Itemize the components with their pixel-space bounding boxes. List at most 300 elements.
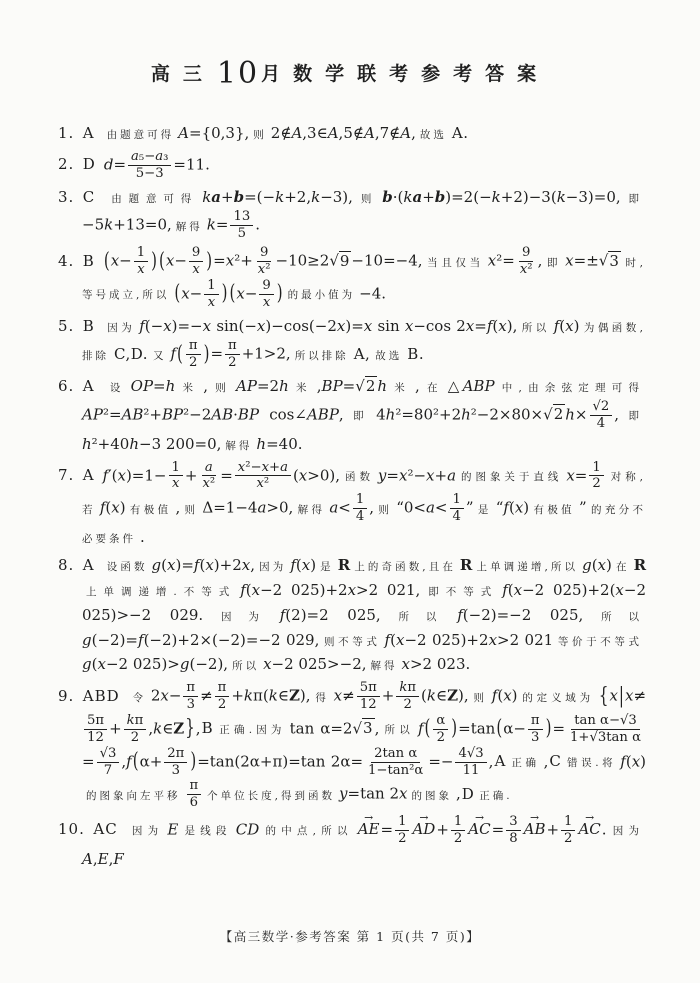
math-text: k=	[206, 215, 229, 234]
bracket: )	[276, 279, 283, 306]
fraction-numerator: π	[225, 338, 240, 355]
sqrt-radical: √2	[355, 377, 376, 396]
math-text: +	[381, 686, 395, 705]
chinese-annotation: 在	[615, 560, 630, 573]
chinese-annotation: 则	[212, 382, 233, 395]
math-text: x−	[165, 251, 187, 270]
chinese-annotation: 的图象	[411, 789, 452, 802]
chinese-annotation: 所以	[384, 610, 454, 623]
math-text: A={0,3},	[178, 124, 250, 142]
number-set-symbol: Z	[447, 686, 459, 705]
bracket: )	[451, 714, 458, 741]
math-text: x−2 025>−2,	[263, 655, 367, 674]
fraction-denominator: 12	[87, 729, 104, 745]
answers-list	[0, 91, 700, 872]
fraction	[528, 713, 543, 746]
chinese-annotation: 正确.	[479, 789, 513, 802]
math-text: d=	[103, 155, 127, 174]
math-text: f(−2)=−2 025,	[457, 605, 584, 624]
math-text: ”	[465, 498, 474, 517]
chinese-annotation: 错误.将	[566, 757, 617, 770]
chinese-annotation: 所以	[587, 610, 642, 623]
chinese-annotation: 即	[623, 410, 643, 423]
fraction-numerator: 1	[451, 814, 465, 831]
math-text: g(x)	[582, 555, 612, 574]
chinese-annotation: 有极值	[129, 503, 172, 516]
math-text: f(−x)=−x sin(−x)−cos(−2x)=x sin x−cos 2x=f(x),	[139, 316, 518, 335]
math-text: k	[202, 187, 212, 206]
chinese-annotation: 的图象向左平移	[86, 789, 181, 802]
math-text: ”	[579, 498, 587, 517]
math-text: f′(x)=1−	[102, 465, 167, 484]
answer-item-5	[58, 314, 646, 372]
chinese-annotation: 由题意可得	[107, 192, 199, 205]
choice-letter: B.	[407, 344, 425, 363]
fraction-denominator: x²	[202, 476, 216, 492]
fraction-denominator: 6	[189, 795, 199, 811]
fraction	[199, 460, 218, 493]
chinese-annotation: 因为	[610, 825, 643, 838]
math-text: “0<a<	[396, 498, 448, 517]
math-text: ·(k	[392, 187, 413, 206]
chinese-annotation: 因为	[129, 825, 164, 838]
math-text: 4h²=80²+2h²−2×80×	[376, 405, 544, 424]
math-text: .	[255, 215, 260, 234]
fraction-numerator: π	[215, 680, 230, 697]
fraction	[451, 814, 465, 847]
fraction-denominator: 2	[453, 830, 463, 846]
math-text: −10=−4,	[351, 251, 423, 270]
math-text: )=2(−k+2)−3(k−3)=0,	[445, 187, 621, 206]
fraction-numerator: a	[202, 460, 216, 477]
fraction-denominator: 1−tan²α	[368, 762, 424, 778]
math-text: .	[140, 527, 145, 546]
fraction-numerator: tan α−√3	[571, 713, 640, 730]
fraction	[561, 814, 575, 847]
math-text: =tan	[458, 719, 496, 738]
math-text: +	[422, 187, 435, 206]
fraction-numerator: √2	[590, 399, 613, 416]
fraction-denominator: x	[207, 294, 216, 310]
math-text: f(2)=2 025,	[279, 605, 381, 624]
chinese-annotation: 即	[347, 410, 373, 423]
sqrt-radical: √2	[543, 405, 564, 424]
math-text: −5k+13=0,	[82, 215, 172, 234]
fraction-denominator: 2	[130, 729, 140, 745]
chinese-annotation: 故选	[419, 129, 447, 141]
bracket: (	[132, 747, 139, 774]
bracket: {	[598, 681, 609, 708]
math-text: ,	[195, 719, 201, 738]
math-text: BP=	[321, 377, 356, 396]
number-set-symbol: Z	[288, 686, 300, 705]
math-text: x≠	[333, 686, 355, 705]
math-text: ),	[299, 686, 311, 705]
math-text: =tan(2α+π)=tan 2α=	[197, 752, 364, 771]
fraction	[97, 746, 120, 779]
math-text: =−	[428, 752, 454, 771]
math-text: x−	[236, 284, 258, 303]
fraction	[134, 245, 148, 278]
fraction-numerator: 1	[134, 245, 148, 262]
fraction-numerator: α	[433, 713, 448, 730]
chinese-annotation: 为偶函数,排除	[82, 321, 647, 362]
chinese-annotation: 由题意可得	[106, 129, 175, 141]
math-text: CD	[235, 820, 260, 839]
bracket: |	[618, 681, 624, 708]
chinese-annotation: 设函数	[106, 560, 148, 573]
math-text: α−	[503, 719, 526, 738]
math-text: =	[210, 344, 224, 363]
math-text: E	[167, 820, 179, 839]
chinese-annotation: 等价于不等式	[557, 635, 643, 648]
chinese-annotation: 中,由余弦定理可得	[498, 382, 643, 395]
fraction-numerator: 9	[257, 245, 271, 262]
math-text: AP=2h	[236, 377, 289, 396]
math-text: x=	[566, 465, 588, 484]
choice-letter: A,	[353, 344, 371, 363]
fraction	[215, 680, 230, 713]
vector-arrow: → AD	[412, 817, 435, 842]
sqrt-radical: √9	[329, 251, 350, 270]
math-text: ,	[369, 498, 375, 517]
fraction-denominator: x²	[519, 262, 533, 277]
fraction-numerator: 9	[259, 278, 273, 295]
bracket: (	[103, 246, 110, 273]
math-text: +	[221, 187, 234, 206]
number-set-symbol: R	[337, 555, 351, 574]
bracket: (	[424, 714, 431, 741]
page-title	[0, 56, 700, 91]
fraction-denominator: 2	[189, 355, 198, 371]
chinese-annotation: 则	[184, 503, 199, 516]
math-text: g(x)=f(x)+2x,	[151, 555, 256, 574]
math-text: f(x)	[99, 498, 126, 517]
chinese-annotation: 的图象关于直线	[460, 470, 563, 483]
fraction-numerator: 1	[450, 492, 464, 509]
fraction	[396, 680, 419, 713]
math-text: A,E,F	[82, 849, 124, 868]
chinese-annotation: 则	[356, 192, 379, 205]
chinese-annotation: 令	[131, 691, 147, 704]
fraction-numerator: kπ	[124, 713, 147, 730]
chinese-annotation: 则	[472, 691, 488, 704]
bracket: (	[177, 339, 183, 367]
math-text: x²=	[487, 251, 515, 270]
fraction	[589, 460, 603, 493]
math-text: x≠	[624, 686, 647, 705]
fraction-numerator: 5π	[84, 713, 107, 730]
math-text: h=40.	[256, 434, 303, 453]
chinese-annotation: 则	[378, 503, 393, 516]
math-text: f(x)	[290, 555, 317, 574]
fraction	[235, 460, 291, 493]
fraction	[183, 680, 198, 713]
answer-label: 3. C	[58, 187, 96, 206]
bracket: )	[206, 246, 213, 273]
bracket: )	[151, 246, 157, 273]
answer-item-10	[58, 814, 646, 872]
math-text: (k∈	[421, 686, 448, 705]
fraction-numerator: 1	[589, 460, 603, 477]
vector-arrow: → AC	[468, 817, 490, 842]
chinese-annotation: 在	[423, 382, 444, 395]
fraction-numerator: 1	[169, 460, 183, 477]
chinese-annotation: 个单位长度,得到函数	[207, 789, 336, 802]
fraction	[128, 149, 171, 182]
fraction-numerator: x²−x+a	[235, 460, 291, 477]
math-text: △ABP	[447, 377, 495, 396]
fraction-denominator: x²	[257, 262, 271, 277]
math-text: f(x)	[491, 686, 518, 705]
chinese-annotation: 上单调递增,所以	[476, 560, 579, 573]
fraction	[433, 713, 448, 746]
bracket: (	[174, 279, 181, 306]
answer-item-8	[58, 553, 646, 677]
chinese-annotation: 因为	[207, 610, 276, 623]
title-left: 高三	[150, 63, 215, 85]
math-text: +	[184, 465, 198, 484]
fraction-denominator: x	[137, 262, 145, 277]
choice-letter: A.	[451, 124, 469, 142]
fraction-numerator: √3	[97, 746, 120, 763]
answer-item-2	[58, 149, 646, 182]
fraction	[357, 680, 380, 713]
fraction-numerator: 2π	[164, 746, 187, 763]
answer-label: 9. ABD	[58, 686, 120, 705]
fraction-denominator: 3	[171, 762, 180, 778]
fraction-denominator: 11	[462, 762, 480, 778]
chinese-annotation: 所以排除	[294, 349, 349, 362]
fraction	[455, 746, 486, 779]
bold-vector-symbol: a	[211, 187, 222, 206]
answer-label: 7. A	[58, 465, 95, 484]
answer-label: 10. AC	[58, 820, 118, 839]
math-text: f(x−2 025)+2x>2 021	[384, 630, 554, 649]
chinese-annotation: 的中点,所以	[263, 825, 353, 838]
chinese-annotation: 正确.因为	[218, 724, 286, 737]
math-text: 2x−	[150, 686, 182, 705]
fraction-numerator: a₅−a₃	[128, 149, 171, 166]
chinese-annotation: 所以	[383, 724, 414, 737]
chinese-annotation: 所以	[521, 321, 550, 334]
math-text: .	[601, 820, 607, 839]
fraction	[590, 399, 613, 432]
math-text: ,f	[121, 752, 132, 771]
chinese-annotation: 的最小值为	[287, 289, 356, 302]
answer-item-1	[58, 121, 646, 146]
vector-arrow: → AB	[524, 817, 546, 842]
fraction	[84, 713, 107, 746]
fraction-denominator: 5	[237, 226, 247, 242]
chinese-annotation: 米	[391, 382, 412, 395]
math-text: y=x²−x+a	[377, 465, 457, 484]
math-text: −10≥2	[275, 251, 330, 270]
choice-letter: D	[461, 784, 475, 803]
chinese-annotation: 当且仅当	[426, 256, 484, 269]
math-text: f(x)	[553, 316, 580, 335]
chinese-annotation: 米	[292, 382, 313, 395]
chinese-annotation: 的充分不必要条件	[82, 503, 647, 545]
math-text: x	[609, 686, 618, 705]
math-text: h	[377, 377, 388, 396]
answer-label: 4. B	[58, 251, 95, 270]
answer-item-7	[58, 460, 646, 550]
fraction	[450, 492, 464, 525]
chinese-annotation: 故选	[375, 349, 403, 362]
fraction-numerator: kπ	[396, 680, 419, 697]
fraction	[164, 746, 187, 779]
bracket: (	[496, 714, 503, 741]
math-text: =11.	[173, 155, 210, 174]
fraction-denominator: 2	[217, 697, 227, 713]
answer-label: 6. A	[58, 377, 95, 396]
answer-item-4	[58, 245, 646, 310]
math-text: ,	[543, 752, 549, 771]
fraction-numerator: 5π	[357, 680, 380, 697]
bracket: )	[203, 339, 210, 367]
math-text: AP²=AB²+BP²−2AB·BP cos∠ABP,	[82, 405, 344, 424]
fraction-numerator: 1	[204, 278, 218, 295]
math-text: ,	[203, 377, 209, 396]
math-text: α+	[139, 752, 163, 771]
bracket: )	[221, 279, 228, 306]
math-text: f(x−2 025)+2(x−2 025)>−2 029.	[82, 580, 647, 624]
bold-vector-symbol: b	[233, 187, 245, 206]
number-set-symbol: R	[459, 555, 473, 574]
math-text: f(x−2 025)+2x>2 021,	[240, 580, 421, 599]
bracket: )	[190, 747, 197, 774]
bracket: (	[159, 246, 165, 273]
math-text: =(−k+2,k−3),	[244, 187, 353, 206]
fraction-numerator: 4√3	[455, 746, 486, 763]
fraction-numerator: π	[186, 338, 201, 355]
answer-item-3	[58, 185, 646, 243]
math-text: ,	[415, 377, 420, 396]
choice-letter: C	[549, 752, 562, 771]
math-text: g(−2)=f(−2)+2×(−2)=−2 029,	[82, 630, 320, 649]
chinese-annotation: 米	[179, 382, 200, 395]
chinese-annotation: 是线段	[182, 825, 232, 838]
math-text: ,	[455, 784, 461, 803]
fraction-denominator: 12	[359, 697, 377, 713]
math-text: OP=h	[130, 377, 176, 396]
bracket: }	[185, 714, 195, 741]
fraction-denominator: 3	[186, 697, 195, 713]
sqrt-radical: √3	[598, 251, 619, 270]
title-right: 月数学联考参考答案	[261, 63, 550, 85]
chinese-annotation: 因为	[259, 560, 287, 573]
chinese-annotation: 则不等式	[323, 635, 381, 648]
math-text: +	[546, 820, 560, 839]
chinese-annotation: 即	[546, 256, 562, 269]
chinese-annotation: 正确	[510, 757, 540, 770]
chinese-annotation: 得	[314, 691, 330, 704]
choice-letter: A	[494, 752, 506, 771]
answer-label: 8. A	[58, 555, 95, 574]
fraction-denominator: x	[192, 262, 200, 277]
chinese-annotation: 有极值	[533, 503, 575, 516]
fraction-numerator: 1	[395, 814, 409, 831]
fraction-denominator: 2	[564, 830, 573, 846]
chinese-annotation: 即	[624, 192, 643, 205]
math-text: a<	[329, 498, 351, 517]
fraction	[567, 713, 644, 746]
fraction	[255, 245, 274, 278]
math-text: =x²+	[213, 251, 253, 270]
bold-vector-symbol: a	[412, 187, 423, 206]
bracket: )	[545, 714, 552, 741]
fraction-numerator: π	[528, 713, 543, 730]
fraction	[187, 778, 202, 811]
number-set-symbol: Z	[173, 719, 185, 738]
number-set-symbol: R	[633, 555, 647, 574]
math-text: ,	[374, 719, 380, 738]
chinese-annotation: 则	[253, 129, 267, 141]
math-text: g(x−2 025)>g(−2),	[82, 655, 229, 674]
fraction-denominator: 1+√3tan α	[570, 729, 642, 745]
math-text: f	[417, 719, 424, 738]
fraction	[259, 278, 273, 311]
fraction	[189, 245, 203, 278]
math-text: h²+40h−3 200=0,	[82, 434, 222, 453]
choice-letter: C,D.	[114, 344, 148, 363]
math-text: ,	[316, 377, 322, 396]
fraction-denominator: 2	[398, 830, 407, 846]
math-text: =	[552, 719, 566, 738]
fraction-denominator: x	[171, 476, 180, 492]
fraction-denominator: 5−3	[135, 165, 164, 181]
fraction-denominator: x²	[256, 476, 270, 492]
fraction-denominator: 4	[596, 415, 606, 431]
math-text: (x>0),	[292, 465, 340, 484]
math-text: ),	[458, 686, 469, 705]
fraction-numerator: π	[183, 680, 198, 697]
chinese-annotation: 是	[477, 503, 492, 516]
fraction	[517, 245, 536, 278]
page-footer: 【高三数学·参考答案 第 1 页(共 7 页)】	[219, 929, 481, 944]
fraction-numerator: 9	[519, 245, 533, 262]
fraction	[186, 338, 201, 371]
math-text: x−	[110, 251, 132, 270]
vector-arrow: → AC	[578, 817, 600, 842]
fraction	[230, 209, 253, 242]
math-text: =	[82, 752, 95, 771]
fraction-denominator: 7	[103, 762, 113, 778]
fraction-numerator: 13	[230, 209, 253, 226]
math-text: +	[109, 719, 122, 738]
fraction	[204, 278, 218, 311]
math-text: f	[170, 344, 177, 363]
fraction-numerator: 2tan α	[371, 746, 420, 763]
fraction-denominator: 3	[531, 729, 540, 745]
math-text: tan α=2	[289, 719, 353, 738]
fraction	[169, 460, 183, 493]
math-text: ,	[614, 405, 620, 424]
math-text: ,	[175, 498, 181, 517]
fraction	[506, 814, 520, 847]
fraction-numerator: 1	[353, 492, 367, 509]
chinese-annotation: 解得	[225, 439, 253, 452]
math-text: +kπ(k∈	[231, 686, 289, 705]
fraction-denominator: 2	[592, 476, 601, 492]
math-text: ,	[488, 752, 494, 771]
sqrt-radical: √3	[352, 719, 373, 738]
fraction	[365, 746, 426, 779]
chinese-annotation: 即不等式	[424, 585, 499, 598]
math-text: h×	[565, 405, 588, 424]
chinese-annotation: 对称,若	[82, 470, 647, 516]
